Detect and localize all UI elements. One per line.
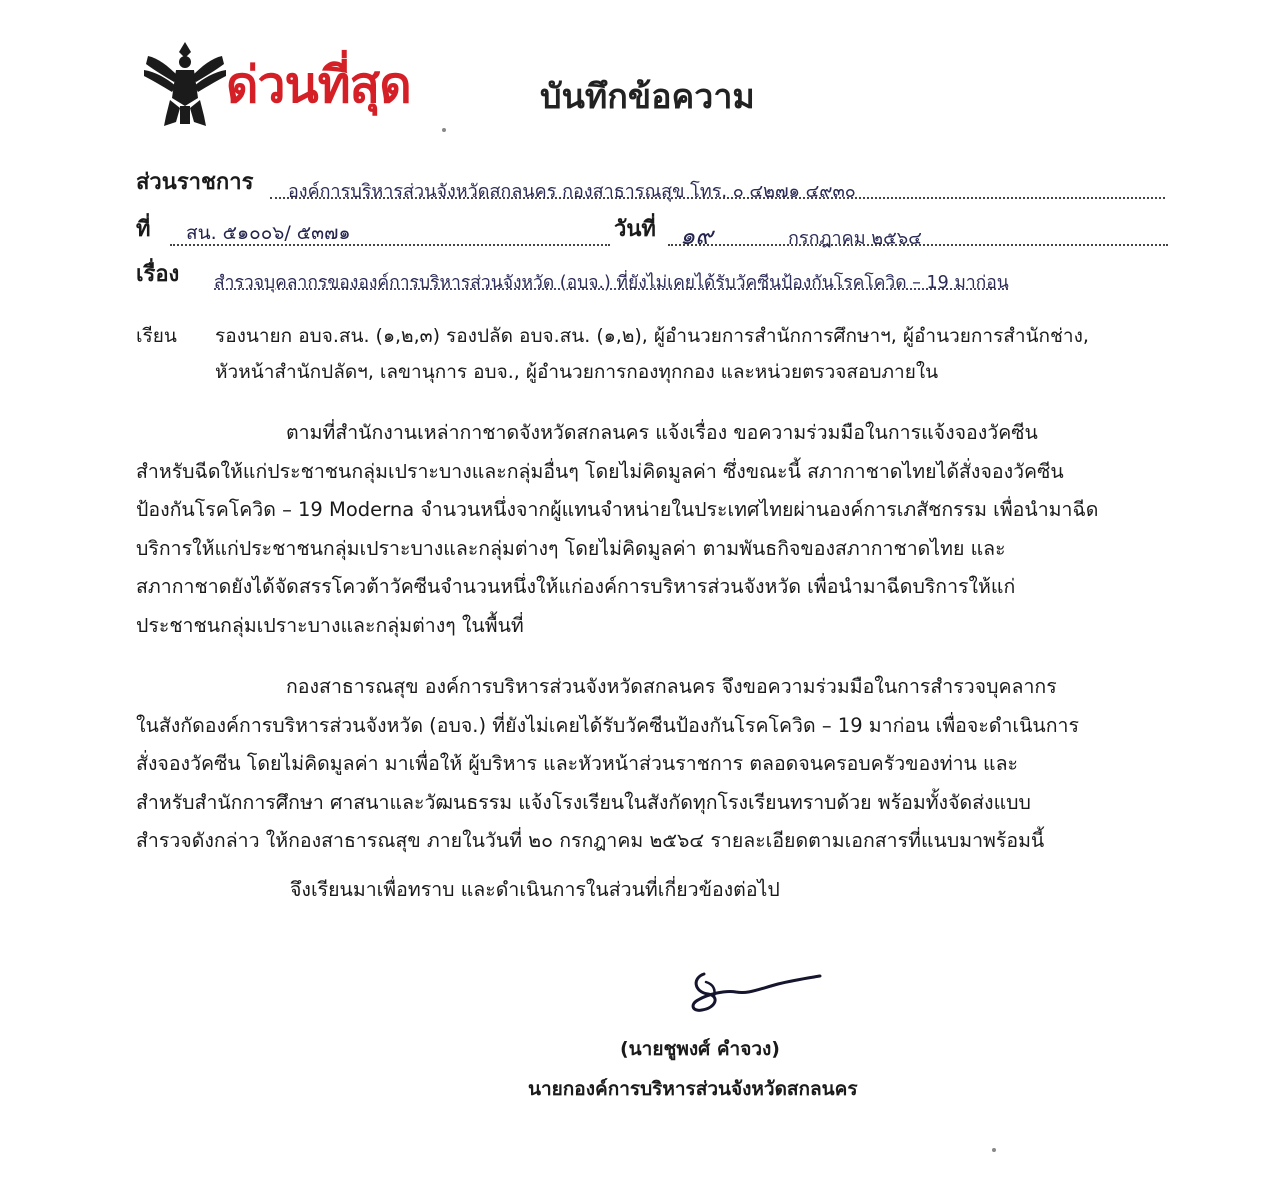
paragraph-2-line: ในสังกัดองค์การบริหารส่วนจังหวัด (อบจ.) ที่ยังไม่เคยได้รับวัคซีนป้องกันโรคโควิด – 19 มาก่อน เพื่อจะดำเนินการ [136,713,1079,737]
date-group [614,219,656,241]
date-day: ๑๙ [680,222,713,250]
paragraph-1-line: ประชาชนกลุ่มเปราะบางและกลุ่มต่างๆ ในพื้นที่ [136,613,524,637]
signatory-title: นายกองค์การบริหารส่วนจังหวัดสกลนคร [528,1078,858,1100]
agency-label: ส่วนราชการ [136,170,254,195]
addressee-block [215,318,1175,390]
paragraph-2-line: สั่งจองวัคซีน โดยไม่คิดมูลค่า มาเพื่อให้ ผู้บริหาร และหัวหน้าส่วนราชการ ตลอดจนครอบครัวของท่าน และ [136,752,1019,775]
agency-value: องค์การบริหารส่วนจังหวัดสกลนคร กองสาธารณสุข โทร. ๐ ๔๒๗๑ ๔๙๓๐ [288,181,856,202]
closing-sentence: จึงเรียนมาเพื่อทราบ และดำเนินการในส่วนที่เกี่ยวข้องต่อไป [290,878,780,901]
date-label: วันที่ [614,217,656,242]
reference-value: สน. ๕๑๐๐๖/ ๕๓๗๑ [186,222,351,244]
agency-row [136,172,253,194]
signatory-name: (นายชูพงศ์ คำจวง) [620,1038,780,1060]
subject-label: เรื่อง [136,262,180,287]
subject-value: สำรวจบุคลากรขององค์การบริหารส่วนจังหวัด (อบจ.) ที่ยังไม่เคยได้รับวัคซีนป้องกันโรคโควิด – 19 มาก่อน [214,273,1009,293]
subject-row [136,264,179,286]
paragraph-2-line: กองสาธารณสุข องค์การบริหารส่วนจังหวัดสกลนคร จึงขอความร่วมมือในการสำรวจบุคลากร [286,675,1057,698]
paragraph-1 [136,414,1171,645]
paragraph-1-line: สภากาชาดยังได้จัดสรรโควต้าวัคซีนจำนวนหนึ่งให้แก่องค์การบริหารส่วนจังหวัด เพื่อนำมาฉีดบริการให้แก่ [136,575,1016,598]
date-month-year: กรกฎาคม ๒๕๖๔ [788,228,922,249]
addressee-line-2: หัวหน้าสำนักปลัดฯ, เลขานุการ อบจ., ผู้อำนวยการกองทุกกอง และหน่วยตรวจสอบภายใน [215,361,939,383]
addressee-line-1: รองนายก อบจ.สน. (๑,๒,๓) รองปลัด อบจ.สน. (๑,๒), ผู้อำนวยการสำนักการศึกษาฯ, ผู้อำนวยการสำนักช่าง, [215,325,1089,347]
paragraph-1-line: ป้องกันโรคโควิด – 19 Moderna จำนวนหนึ่งจากผู้แทนจำหน่ายในประเทศไทยผ่านองค์การเภสัชกรรม เพื่อนำมาฉีด [136,498,1099,521]
paragraph-1-line: บริการให้แก่ประชาชนกลุ่มเปราะบางและกลุ่มต่างๆ โดยไม่คิดมูลค่า ตามพันธกิจของสภากาชาดไทย และ [136,536,1006,560]
scan-speck [992,1148,996,1152]
paragraph-1-line: สำหรับฉีดให้แก่ประชาชนกลุ่มเปราะบางและกลุ่มอื่นๆ โดยไม่คิดมูลค่า ซึ่งขณะนี้ สภากาชาดไทยได้สั่งจองวัคซีน [136,459,1064,483]
reference-row [136,219,151,241]
handwritten-signature [686,960,836,1030]
garuda-emblem-icon [140,36,230,132]
urgency-stamp: ด่วนที่สุด [226,56,411,114]
document-type-title: บันทึกข้อความ [540,77,755,117]
paragraph-2-line: สำรวจดังกล่าว ให้กองสาธารณสุข ภายในวันที่ ๒๐ กรกฎาคม ๒๕๖๔ รายละเอียดตามเอกสารที่แนบมาพร้อมนี้ [136,829,1045,852]
paragraph-2-line: สำหรับสำนักการศึกษา ศาสนาและวัฒนธรรม แจ้งโรงเรียนในสังกัดทุกโรงเรียนทราบด้วย พร้อมทั้งจัดส่งแบบ [136,790,1031,814]
scan-speck [442,128,446,132]
paragraph-2 [136,668,1171,861]
paragraph-1-line: ตามที่สำนักงานเหล่ากาชาดจังหวัดสกลนคร แจ้งเรื่อง ขอความร่วมมือในการแจ้งจองวัคซีน [286,421,1038,444]
addressee-label: เรียน [136,325,177,347]
reference-label: ที่ [136,217,151,242]
